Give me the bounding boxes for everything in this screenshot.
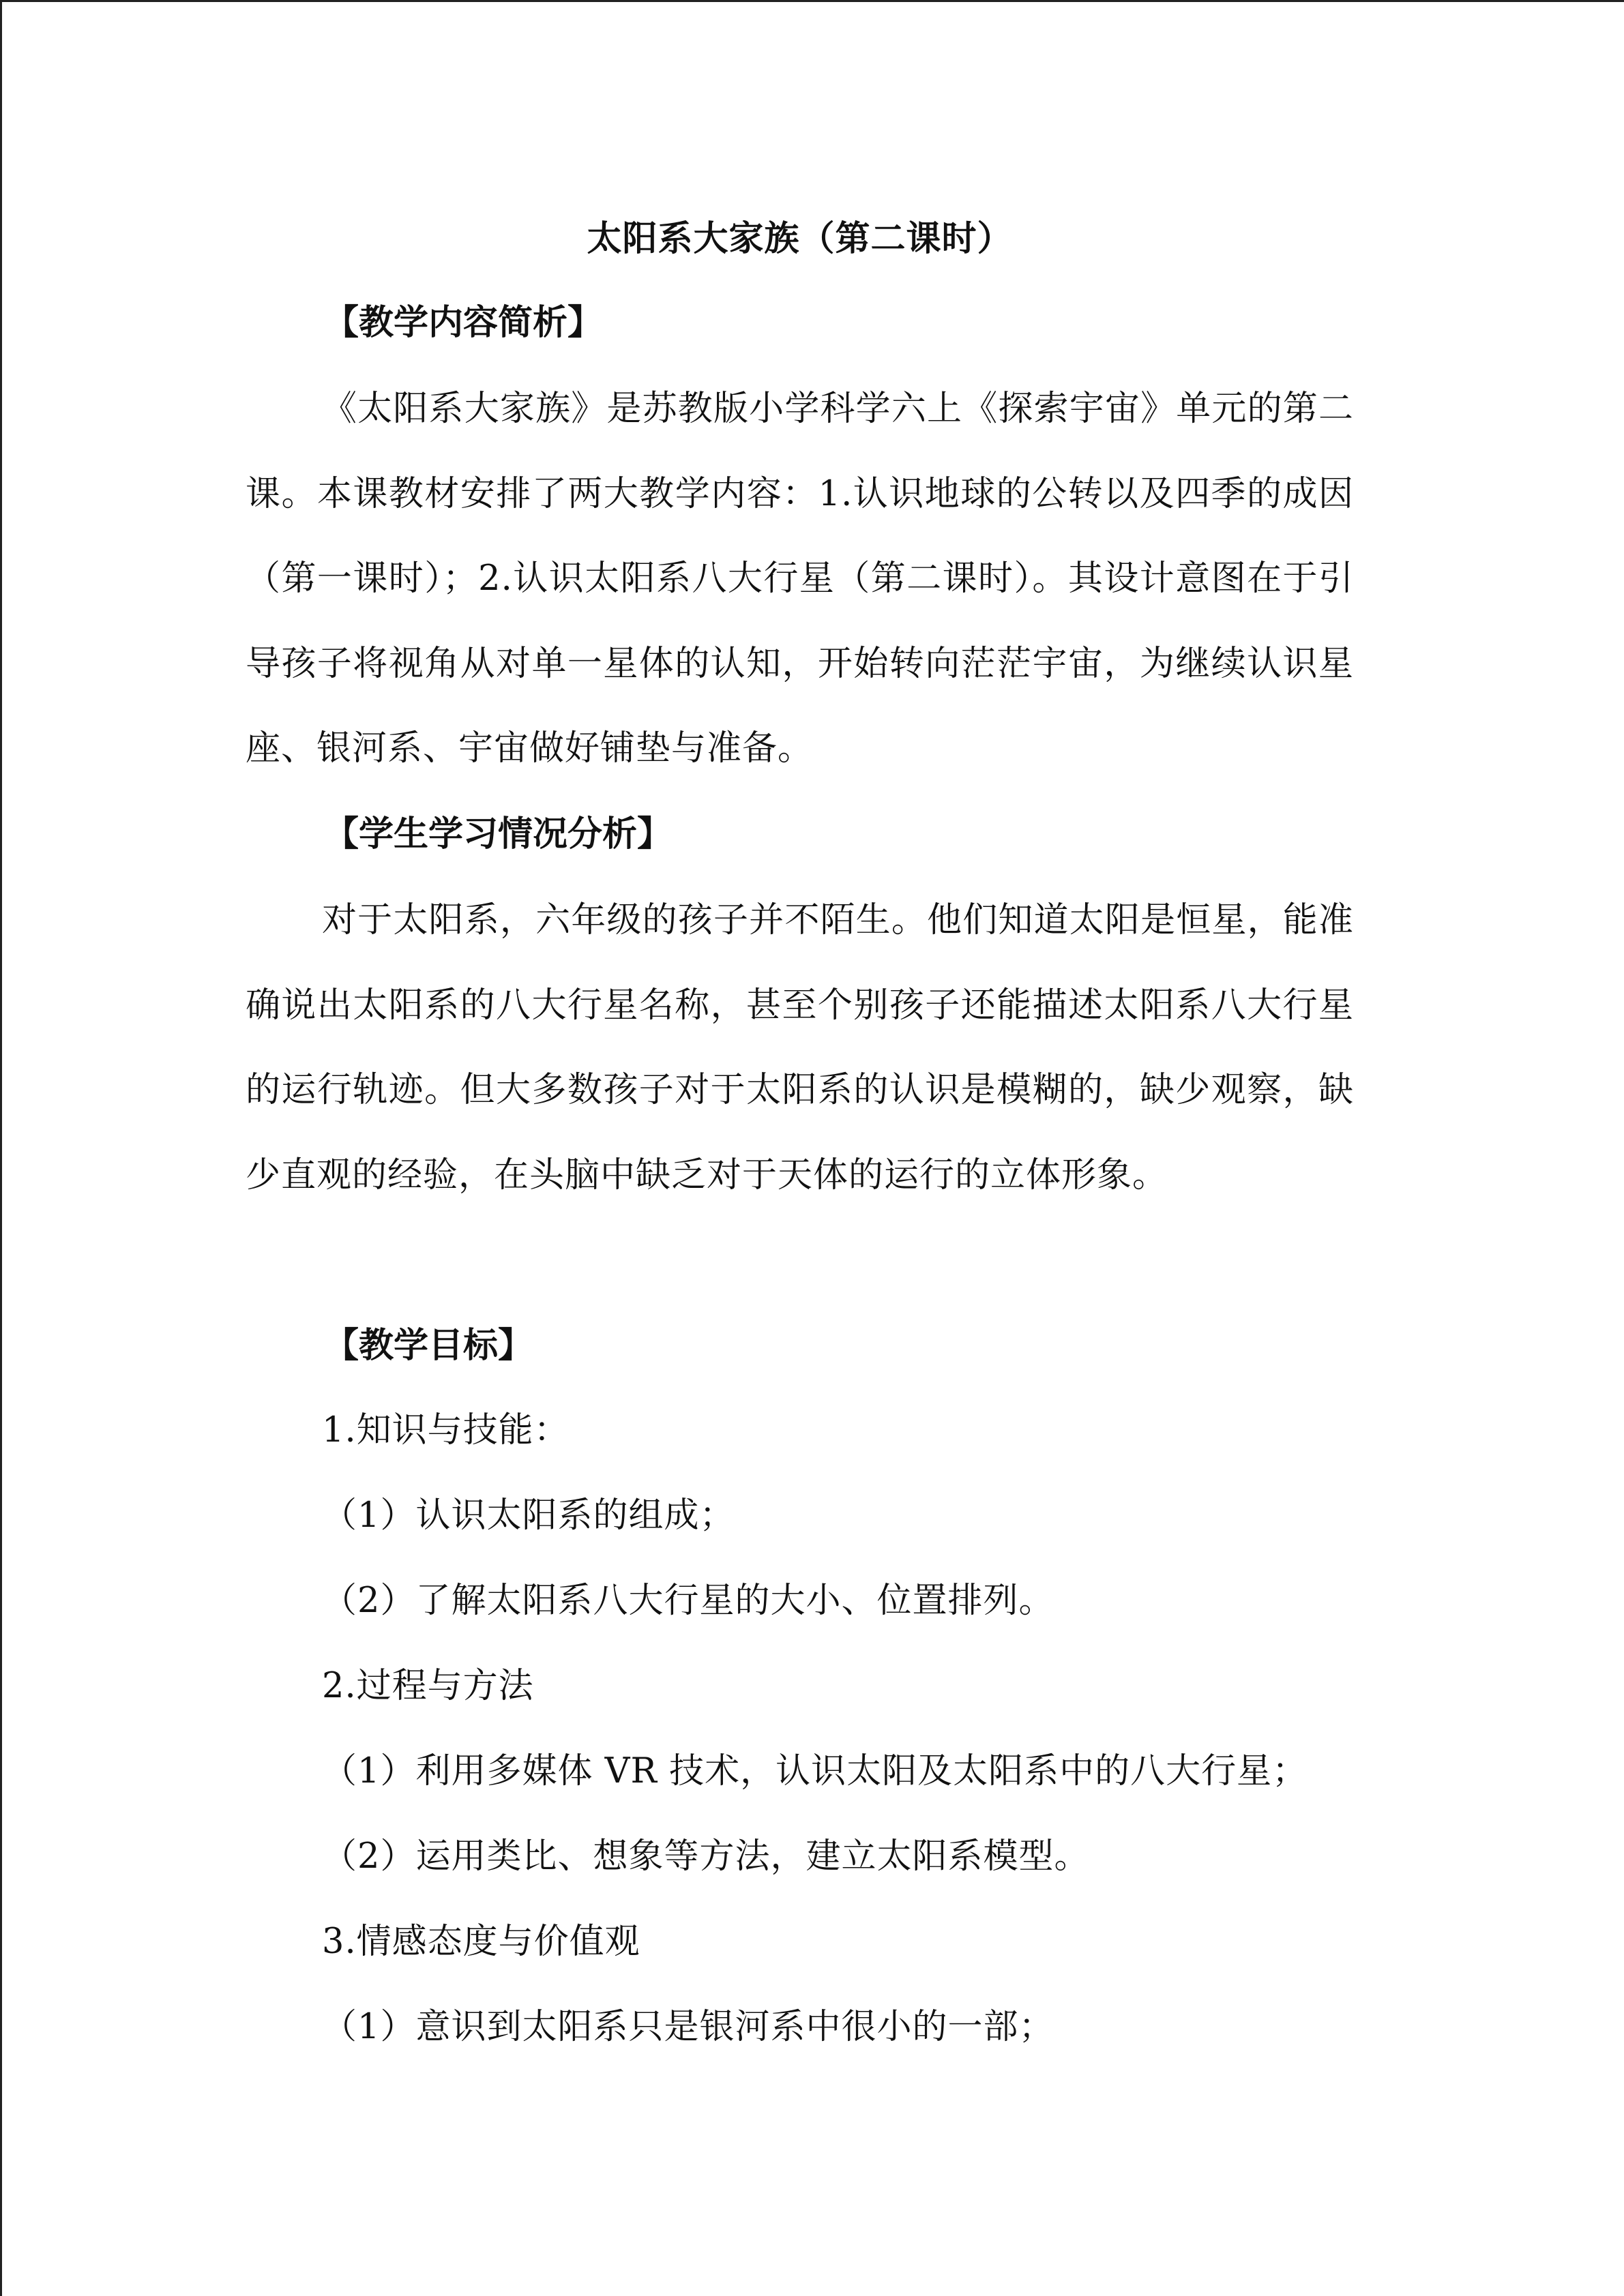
page-left-border [0,0,2,2296]
section-heading-content-analysis: 【教学内容简析】 [324,302,603,343]
section-heading-objectives: 【教学目标】 [324,1325,533,1366]
document-title: 太阳系大家族（第二课时） [587,218,1013,259]
objective-line: （1）认识太阳系的组成； [322,1495,735,1536]
objective-line: （2）了解太阳系八大行星的大小、位置排列。 [322,1581,1054,1621]
objective-line: 1.知识与技能： [322,1410,570,1450]
content-analysis-paragraph: 《太阳系大家族》是苏教版小学科学六上《探索宇宙》单元的第二课。本课教材安排了两大教学内容：1.认识地球的公转以及四季的成因（第一课时）；2.认识太阳系八大行星（第二课时）。其设计意图在于引导孩子将视角从对单一星体的认知，开始转向茫茫宇宙，为继续认识星座、银河系、宇宙做好铺垫与准备。 [246,389,1354,769]
section-heading-student-analysis: 【学生学习情况分析】 [324,814,673,854]
objective-line: （2）运用类比、想象等方法，建立太阳系模型。 [322,1836,1090,1877]
objective-line: （1）意识到太阳系只是银河系中很小的一部； [322,2007,1054,2047]
objective-line: （1）利用多媒体 VR 技术，认识太阳及太阳系中的八大行星； [322,1751,1308,1791]
objective-line: 2.过程与方法 [322,1666,534,1706]
student-analysis-paragraph: 对于太阳系，六年级的孩子并不陌生。他们知道太阳是恒星，能准确说出太阳系的八大行星名称，甚至个别孩子还能描述太阳系八大行星的运行轨迹。但大多数孩子对于太阳系的认识是模糊的，缺少观察，缺少直观的经验，在头脑中缺乏对于天体的运行的立体形象。 [246,900,1354,1195]
objective-line: 3.情感态度与价值观 [322,1922,640,1962]
document-page [246,0,1354,2296]
